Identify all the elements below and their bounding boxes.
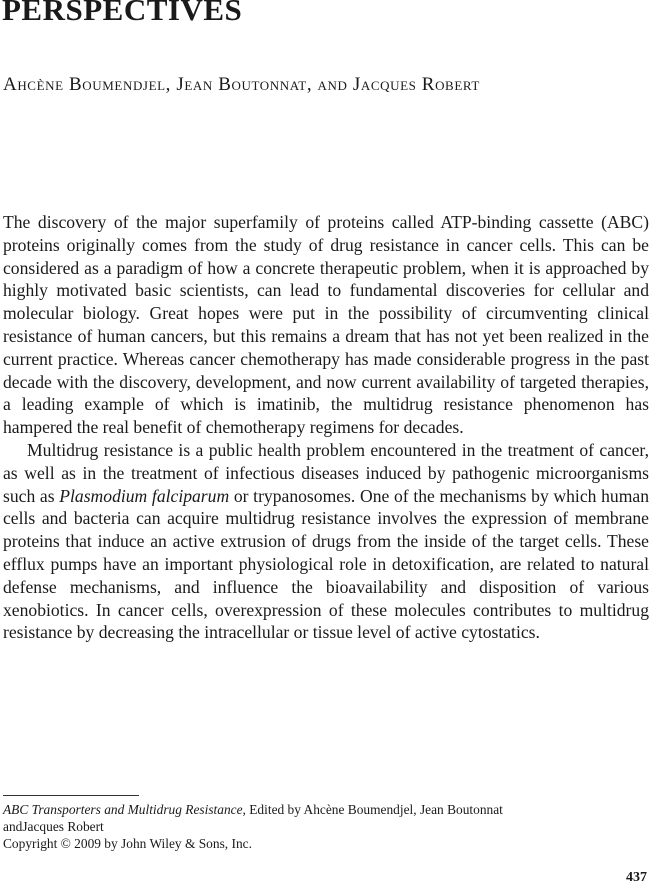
body-text bbox=[3, 211, 649, 644]
footnote-editors-cont: andJacques Robert bbox=[3, 819, 104, 834]
chapter-authors: Ahcène Boumendjel, Jean Boutonnat, and Jacques Robert bbox=[3, 74, 480, 95]
chapter-title: PERSPECTIVES bbox=[2, 0, 243, 27]
page-number: 437 bbox=[626, 870, 647, 885]
footnote-book-title: ABC Transporters and Multidrug Resistance, bbox=[3, 802, 246, 817]
paragraph-2 bbox=[3, 439, 649, 644]
footnote-rule bbox=[3, 795, 139, 796]
footnote-copyright: Copyright © 2009 by John Wiley & Sons, Inc. bbox=[3, 836, 252, 851]
paragraph-2-text-b: or trypanosomes. One of the mechanisms by which human cells and bacteria can acquire multidrug resistance involves the expression of membrane proteins that induce an active extrusion of drugs from the inside of the target cells. These efflux pumps have an important physiological role in detoxification, are related to natural defense mechanisms, and influence the bioavailability and disposition of various xenobiotics. In cancer cells, overexpression of these molecules contributes to multidrug resistance by decreasing the intracellular or tissue level of active cytostatics. bbox=[3, 485, 649, 643]
footnote bbox=[3, 801, 649, 852]
paragraph-2-text-a: Multidrug resistance is a public health problem encountered in the treatment of cancer, as well as in the treatment of infectious diseases induced by pathogenic microorganisms such as bbox=[3, 439, 649, 506]
paragraph-1: The discovery of the major superfamily of proteins called ATP-binding cassette (ABC) proteins originally comes from the study of drug resistance in cancer cells. This can be considered as a paradigm of how a concrete therapeutic problem, when it is approached by highly motivated basic scientists, can lead to fundamental discoveries for cellular and molecular biology. Great hopes were put in the possibility of circumventing clinical resistance of human cancers, but this remains a dream that has not yet been realized in the current practice. Whereas cancer chemotherapy has made considerable progress in the past decade with the discovery, development, and now current availability of targeted therapies, a leading example of which is imatinib, the multidrug resistance phenomenon has hampered the real benefit of chemotherapy regimens for decades. bbox=[3, 212, 649, 438]
paragraph-2-species-name: Plasmodium falciparum bbox=[59, 485, 230, 506]
footnote-editors: Edited by Ahcène Boumendjel, Jean Boutonnat bbox=[245, 802, 503, 817]
footnote-line-1 bbox=[3, 801, 649, 818]
